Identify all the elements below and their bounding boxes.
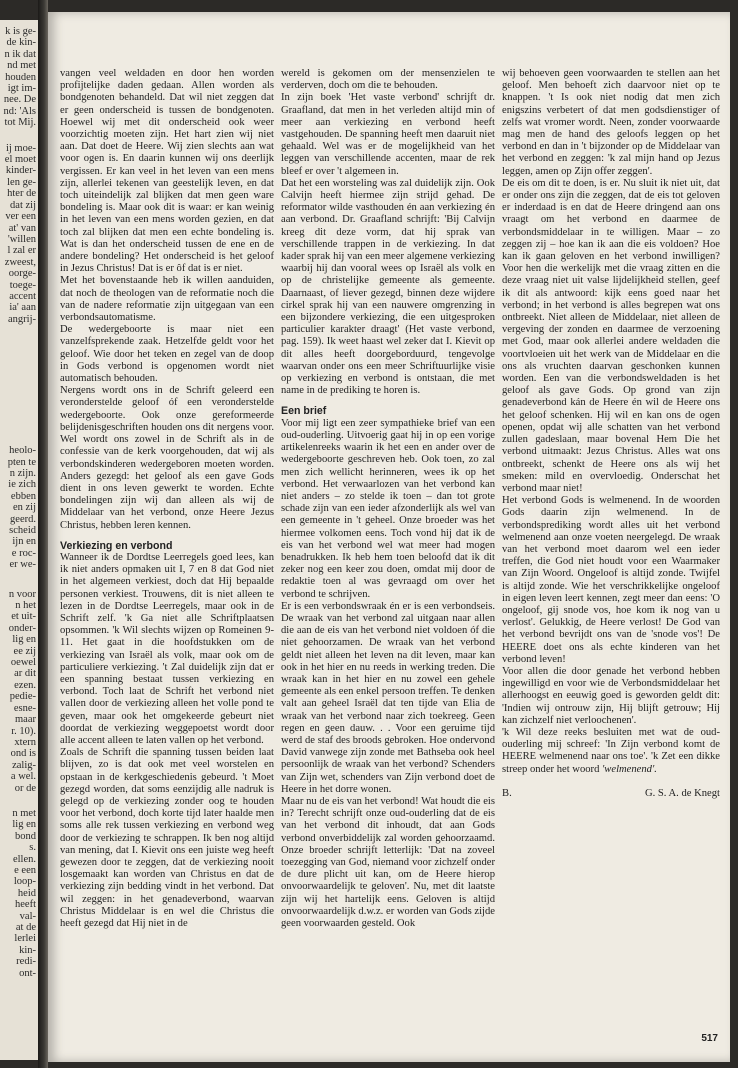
paragraph: Zoals de Schrift die spanning tussen beiden laat blijven, zo is dat ook met veel worstelen en opstaan in de kerkgeschiedenis gebeurd. 't Moet gezegd worden, dat soms eenzijdig alle nadruk is gelegd op de verkiezing zonder oog te houden voor het verbond, doch korte tijd later haalde men soms alle rek tussen verkiezing en verbond weg door de verkiezing te schrappen. Ik ben nog altijd van mening, dat I. Kievit ons een juiste weg heeft gewezen door te zeggen, dat de verkiezing nooit losgemaakt kan worden van Christus en dat de verkiezing zijn bedding vindt in het verbond. Dat wil zeggen: in het genadeverbond, waarvan Christus Middelaar is en wel die Christus die heeft gezegd dat Hij niet in de [60, 747, 274, 930]
page-fragment: accent [9, 290, 36, 302]
author-name: G. S. A. de Knegt [644, 787, 720, 799]
page-fragment: angrij- [8, 313, 36, 325]
page-fragment: tot Mij. [4, 117, 36, 129]
page-fragment: n ik dat [4, 48, 36, 60]
page-fragment: nd met [7, 60, 36, 72]
section-heading: Een brief [281, 405, 327, 418]
page-fragment: ebben [10, 490, 36, 502]
page-fragment: 'willen [7, 233, 36, 245]
page-fragment: onder- [8, 622, 36, 634]
page-fragment: n zijn. [9, 467, 36, 479]
page-fragment: lig en [12, 634, 36, 646]
page-fragment: ij moe- [5, 142, 36, 154]
page-fragment: e een [14, 864, 36, 876]
paragraph: In zijn boek 'Het vaste verbond' schrijft dr. Graafland, dat men in het verleden altijd min of meer aan verkiezing en verbond heeft vastgehouden. De spanning heeft men daaruit niet gehaald. Wel was er de mogelijkheid van het leggen van verschillende accenten, maar de rek bleef er over 't algemeen in. [281, 92, 495, 177]
page-fragment: r. 10). [11, 725, 36, 737]
page-fragment: redi- [16, 956, 36, 968]
page-fragment: dat zij [10, 199, 36, 211]
page-fragment: heid [17, 887, 36, 899]
page-fragment: ont- [19, 967, 36, 979]
text-column-3 [502, 68, 720, 1028]
page-fragment: len ge- [7, 176, 36, 188]
paragraph: Voor mij ligt een zeer sympathieke brief van een oud-ouderling. Uitvoerig gaat hij in op een vorige artikelenreeks waarin ik het een en ander over de wedergeboorte geschreven heb. Ook toen, zo zal men zich wellicht herinneren, wees ik op het verbond. Het verwaarlozen van het verbond kan niet anders – zo stelde ik toen – dan tot grote schade zijn van een ieder afzonderlijk als wel van een gemeente in 't geheel. Onze broeder was het hiermee volkomen eens. Toch vond hij dat ik de eis van het verbond wel wat meer had mogen benadrukken. Ik heb hem toen beloofd dat ik dit zeker nog een keer zou doen, omdat mij door de redaktie toen al was gevraagd om over het verbond te schrijven. [281, 417, 495, 600]
page-fragment: at de [15, 922, 36, 933]
page-fragment: kin- [19, 944, 36, 956]
page-fragment: pten te [7, 456, 36, 468]
previous-page-edge [0, 20, 39, 1060]
page-fragment: lig en [12, 819, 36, 831]
page-fragment: igt im- [7, 83, 36, 95]
paragraph: Voor allen die door genade het verbond hebben ingewilligd en voor wie de Verbondsmiddelaar het allerhoogst en eeuwig goed is geworden geldt dit: 'Indien wij ontrouw zijn, Hij blijft getrouw; Hij kan zichzelf niet verloochenen'. [502, 665, 720, 726]
paragraph: Er is een verbondswraak én er is een verbondseis. De wraak van het verbond zal uitgaan naar allen die aan de eis van het verbond niet voldoen óf die niet gehoorzamen. De wraak van het verbond geldt niet alleen het leven na dit leven, maar kan ook in het hier en nu reeds in werking treden. Die wraak kan in het hier en nu zowel een gehele gemeente als een enkel persoon treffen. Te denken valt aan geheel Israël dat ten tijde van Elia de wraak van het verbond naar zich toekreeg. Geen regen en geen dauw. . . Voor een geruime tijd werd de staf des broods gebroken. Hoe ondervond David vanwege zijn zonde met Bathseba ook heel persoonlijk de wraak van het verbond? Schenders van Zijn wet, schenders van Zijn verbond doet de Heere in het dorre wonen. [281, 600, 495, 795]
paragraph: vangen veel weldaden en door hen worden profijtelijke daden gedaan. Allen worden als bondgenoten behandeld. Dat wil niet zeggen dat er geen onderscheid is tussen de bondgenoten. Hoewel wij met dit onderscheid ook weer voorzichtig moeten zijn. Het hart zien wij niet aan. Dat doet de Heere. Wij zien slechts aan wat voor ogen is. En daarin kunnen wij ons deerlijk vergissen. Er kan veel in het leven van een mens zijn, allerlei tekenen van geestelijk leven, en dat toch uiteindelijk zal blijken dat men geen ware bondeling is. Maar ook dit is waar: er kan weinig in het leven van een mens worden gezien, en dat toch zal blijken dat men een echte bondeling is. Wat is dan het onderscheid tussen de ene en de andere bondeling? Het onderscheid is het geloof in Jezus Christus! Dat is er ôf dat is er niet. [60, 68, 274, 275]
page-fragment: a wel. [10, 771, 36, 783]
page-fragment: e roc- [11, 547, 36, 559]
page-fragment: houden [5, 71, 36, 83]
page-fragment: lerlei [14, 933, 36, 945]
page-fragment: oorge- [8, 268, 36, 280]
paragraph: wij behoeven geen voorwaarden te stellen aan het geloof. Men behoeft zich daarvoor niet op te knappen. 't Is ook niet nodig dat men zich enigszins verbetert of dat men godsdienstiger of zelfs wat vromer wordt. Neen, zonder voorwaarde mag men de hand des geloofs leggen op het verbond en dan in 't bijzonder op de Middelaar van het verbond en zeggen: 'k zal mijn hand op Jezus leggen, amen op Zijn offer zeggen'. [502, 68, 720, 177]
page-fragment: xtern [14, 736, 36, 748]
paragraph: wereld is gekomen om der mensenzielen te verderven, doch om die te behouden. [281, 68, 495, 92]
page-fragment: n voor [8, 588, 36, 600]
page-fragment: ezen. [14, 679, 36, 691]
page-fragment: ond is [10, 748, 36, 760]
page-fragment: maar [15, 714, 36, 726]
page-fragment: zalig- [12, 759, 36, 771]
paragraph: Nergens wordt ons in de Schrift geleerd een veronderstelde geloof óf een veronderstelde wedergeboorte. Ook onze gereformeerde belijdenisgeschriften houden ons dit nergens voor. Wel wordt ons zowel in de Schrift als in de confessie van de kerk voorgehouden, dat wij als verbondskinderen wedergeboren moeten worden. Anders gezegd: het geloof als een gave Gods dient in ons leven gewerkt te worden. Echte bondelingen zijn wij dan alleen als wij de Middelaar van het verbond, onze Heere Jezus Christus, hebben leren kennen. [60, 385, 274, 531]
page-fragment: nd: 'Als [3, 105, 36, 117]
page-fragment: hter de [7, 188, 36, 200]
page-fragment: l zal er [7, 245, 36, 257]
page-fragment: ar dit [14, 668, 36, 680]
paragraph: Met het bovenstaande heb ik willen aanduiden, dat noch de theologen van de reformatie noch die van de nadere reformatie zijn uitgegaan van een verbondsautomatisme. [60, 275, 274, 324]
page-fragment: esne- [13, 702, 36, 714]
page-fragment: heolo- [9, 445, 36, 457]
page-fragment: scheid [9, 525, 36, 536]
page-fragment: n het [15, 600, 36, 612]
page-fragment: et uit- [11, 611, 36, 623]
closing-text: 'k Wil deze reeks besluiten met wat de oud-ouderling mij schreef: 'In Zijn verbond komt de HEERE welmenend naar ons toe'. 'k Zet een dikke streep onder het woord [502, 726, 720, 775]
page-fragment: loop- [13, 876, 36, 888]
page-fragment: n met [12, 807, 36, 819]
page-fragment: zweest, [4, 256, 36, 268]
paragraph: De eis om dit te doen, is er. Nu sluit ik niet uit, dat er onder ons zijn die zeggen, dat de eis tot geloven er inderdaad is en dat de Heere dringend aan ons vraagt om het verbond en daarmee de verbondsmiddelaar in te willigen. Maar – zo zeggen zij – hoe kan ik aan die eis voldoen? Hoe kan ik gaan geloven en het verbond inwilligen? Voor hen die werkelijk met die vraag zitten en die deze vraag niet uit valse lijdelijkheid stellen, geef ik dit als antwoord: kijk eens goed naar het verbond; in het verbond is alles begrepen wat ons ontbreekt. Niet alleen de Middelaar, niet alleen de vergeving der zonden en daarmee de verzoening met God, maar ook allerlei andere weldaden die voortvloeien uit het werk van de Middelaar en die ons als vruchten daarvan geschonken kunnen worden. Een van die verbondsweldaden is het geloof als gave Gods. Op grond van zijn genadeverbond kán de Heere én wil de Heere ons het geloof schenken. Hij wil en kan ons de ogen openen, opdat wij alle schatten van het verbond zullen gadeslaan, maar bovenal Hem Die het verbond uitmaakt: Jezus Christus. Alles wat ons ontbreekt, schenkt de Heere ons als wij het smeken: mild en overvloedig. Onderschat het verbond maar niet! [502, 177, 720, 494]
page-fragment: toege- [9, 279, 36, 291]
page-fragment: ee zij [13, 645, 36, 657]
paragraph [502, 727, 720, 776]
page-fragment: en zij [12, 502, 36, 514]
page-fragment: at' van [8, 222, 36, 234]
author-signature [502, 788, 720, 800]
page-fragment: pedie- [9, 691, 36, 703]
paragraph: Maar nu de eis van het verbond! Wat houdt die eis in? Terecht schrijft onze oud-ouderling dat de eis van het verbond dit inhoudt, dat aan Gods verbond onverbiddelijk zal worden gehoorzaamd. Onze broeder schrijft letterlijk: 'Dat na zoveel toezegging van God, niemand voor zichzelf onder de dure plicht uit kan, om de Heere hierop onvoorwaardelijk te geloven'. Nu, met dit laatste zijn wij het hartelijk eens. Geloven is altijd onvoorwaardelijk d.w.z. er worden van Gods zijde geen voorwaarden gesteld. Ook [281, 795, 495, 930]
page-fragment: nee. De [3, 94, 36, 106]
signature-initial: B. [502, 787, 512, 799]
page-fragment: kinder- [5, 165, 36, 177]
page-fragment: oewel [10, 657, 36, 669]
page-fragment: bond [15, 830, 36, 842]
page-fragment: de kin- [6, 37, 36, 49]
page-fragment: ijn en [12, 536, 36, 548]
book-gutter [38, 0, 48, 1068]
page-fragment: heeft [15, 899, 36, 911]
paragraph: De wedergeboorte is maar niet een vanzelfsprekende zaak. Hetzelfde geldt voor het geloof. Wie door het teken en zegel van de doop in Gods verbond is opgenomen wordt niet automatisch behouden. [60, 324, 274, 385]
page-fragment: el moet [4, 154, 36, 166]
page-fragment: ia' aan [9, 302, 36, 314]
paragraph: Het verbond Gods is welmenend. In de woorden Gods daarin zijn welmenend. In de verbondsprediking wordt alles uit het verbond welmenend aan onze voeten neergelegd. De wraak van het verbond moet daarom wel een ieder treffen, die God niet houdt voor een Waarmaker van Zijn Woord. Ongeloof is altijd zonde. Twijfel is altijd zonde. Wie het verschrikkelijke ongeloof in eigen leven leert kennen, zegt meer dan eens: 'O ongeloof, gij snode vos, hoe kom ik nog van u verlost'. Gelukkig, de Heere verlost! De God van het verbond bevrijdt ons van de 'snode vos'! De HEERE doet ons als echte kinderen van het verbond leven! [502, 495, 720, 665]
text-column-1 [60, 68, 274, 1028]
page-fragment: ellen. [12, 853, 36, 865]
paragraph: Dat het een worsteling was zal duidelijk zijn. Ook Calvijn heeft hiermee zijn strijd gehad. De reformator wilde vasthouden én aan verkiezing én aan verbond. Dr. Graafland schrijft: 'Bij Calvijn kreeg dit deze vorm, dat hij sprak van verschillende trappen in de verkiezing. In dat kader sprak hij van een meer algemene verkiezing waarbij hij dan vooral wees op Israël als volk en op de christelijke gemeente als gemeente. Daarnaast, of liever gezegd, binnen deze wijdere cirkel sprak hij van een nauwere omgrenzing in een bijzondere verkiezing, die een uitgesproken particulier karakter draagt' (Het vaste verbond, pag. 159). Ik weet haast wel zeker dat I. Kievit op dit alles heeft doorgeborduurd, tengevolge waarvan onder ons een meer Schriftuurlijke visie op verkiezing en verbond is ontstaan, die met name in de prediking te horen is. [281, 177, 495, 397]
page-fragment: ver een [5, 211, 36, 223]
text-column-2 [281, 68, 495, 1028]
page-fragment: er we- [9, 559, 36, 571]
page-fragment: k is ge- [5, 26, 36, 37]
page-fragment: ie zich [8, 479, 36, 491]
page-fragment: s. [29, 842, 36, 854]
paragraph: Wanneer ik de Dordtse Leerregels goed lees, kan ik niet anders opmaken uit I, 7 en 8 dat God niet in het algemeen verkiest, doch dat Hij bepaalde personen verkiest. Trouwens, dit is niet alleen te lezen in de Dordtse Leerregels, maar ook in de Schrift zelf. 'k Ga niet alle Schriftplaatsen opsommen. 'k Wil slechts wijzen op Romeinen 9-11. Het gaat in die hoofdstukken om de verkiezing van Israël als volk, maar ook om de particuliere verkiezing. 't Zal duidelijk zijn dat er een spanning bestaat tussen verkiezing en verbond. Toch laat de Schrift het verbond niet vallen door de verkiezing alleen het volle pond te geven, maar ook het omgekeerde gebeurt niet doordat de verkiezing weggepoetst wordt door alle accent alleen te laten vallen op het verbond. [60, 551, 274, 746]
emphasis-word: 'welmenend'. [602, 763, 657, 775]
magazine-page [48, 12, 730, 1062]
page-number: 517 [701, 1033, 718, 1044]
page-fragment: geerd. [10, 513, 36, 525]
page-fragment: or de [14, 782, 36, 794]
section-heading: Verkiezing en verbond [60, 539, 173, 552]
page-fragment: val- [19, 910, 36, 922]
